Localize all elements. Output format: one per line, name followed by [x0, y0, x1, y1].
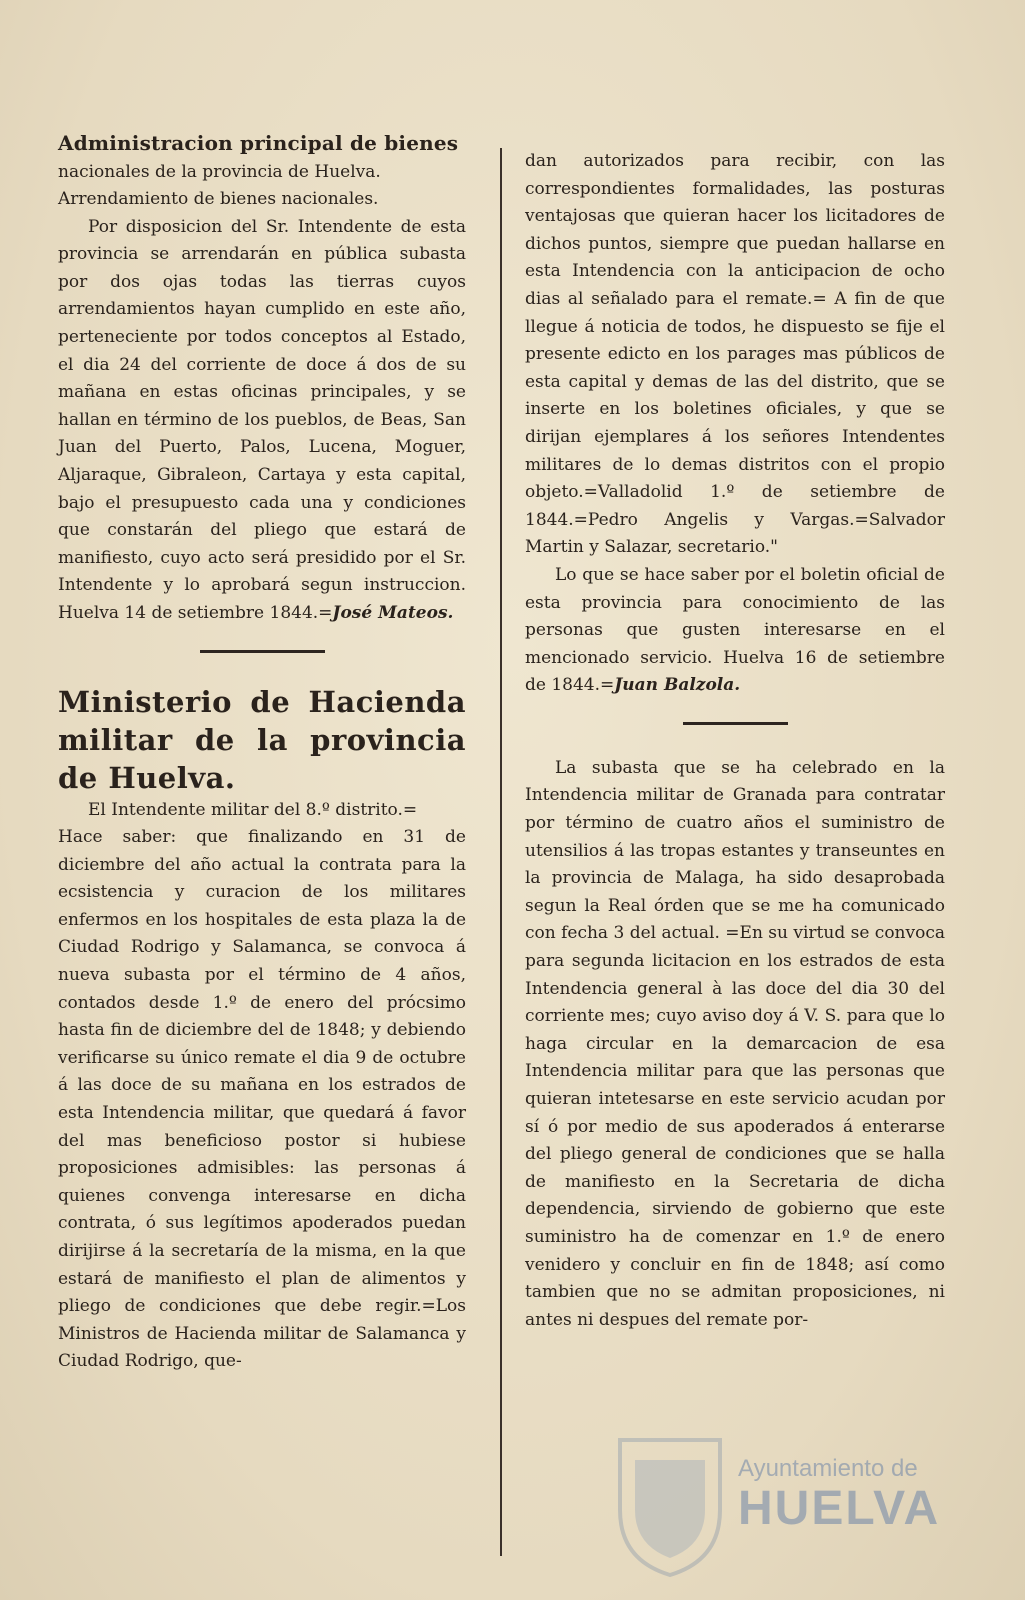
column-rule — [500, 148, 502, 1556]
notice1-body — [58, 214, 466, 628]
right-column — [525, 148, 945, 1334]
notice2-body: Hace saber: que finalizando en 31 de diciembre del año actual la contrata para la ecsistencia y curacion de los militares enfermos en los hospitales de esta plaza la de Ciudad Rodrigo y Salamanca, se convoca á nueva subasta por el término de 4 años, contados desde 1.º de enero del prócsimo hasta fin de diciembre del de 1848; y debiendo verificarse su único remate el dia 9 de octubre á las doce de su mañana en los estrados de esta Intendencia militar, que quedará á favor del mas beneficioso postor si hubiese proposiciones admisibles: las personas á quienes convenga interesarse en dicha contrata, ó sus legítimos apoderados puedan dirijirse á la secretaría de la misma, en la que estará de manifiesto el plan de alimentos y pliego de condiciones que debe regir.=Los Ministros de Hacienda militar de Salamanca y Ciudad Rodrigo, que- — [58, 827, 466, 1372]
continuation-text: dan autorizados para recibir, con las correspondientes formalidades, las posturas ventajosas que quieran hacer los licitadores de dichos puntos, siempre que puedan hallarse en esta Intendencia con la anticipacion de ocho dias al señalado para el remate.= A fin de que llegue á noticia de todos, he dispuesto se fije el presente edicto en los parages mas públicos de esta capital y demas de las del distrito, que se inserte en los boletines oficiales, y que se dirijan ejemplares á los señores Intendentes militares de lo demas distritos con el propio objeto.=Valladolid 1.º de setiembre de 1844.=Pedro Angelis y Vargas.=Salvador Martin y Salazar, secretario." — [525, 151, 945, 558]
section-divider — [200, 650, 325, 653]
left-column — [58, 128, 466, 1376]
closing-text: Lo que se hace saber por el boletin oficial de esta provincia para conocimiento de las personas que gusten interesarse en el mencionado servicio. Huelva 16 de setiembre de 1844.= — [525, 564, 945, 696]
watermark — [738, 1455, 940, 1535]
notice2-intro: El Intendente militar del 8.º distrito.= — [88, 799, 418, 820]
notice1-body-text: Por disposicion del Sr. Intendente de esta provincia se arrendarán en pública subasta por dos ojas todas las tierras cuyos arrendamientos hayan cumplido en este año, perteneciente por todos conceptos al Estado, el dia 24 del corriente de doce á dos de su mañana en estas oficinas principales, y se hallan en término de los pueblos, de Beas, San Juan del Puerto, Palos, Lucena, Moguer, Aljaraque, Gibraleon, Cartaya y esta capital, bajo el presupuesto cada una y condiciones que constarán del pliego que estará de manifiesto, cuyo acto será presidido por el Sr. Intendente y lo aprobará segun instruccion. Huelva 14 de setiembre 1844.= — [58, 216, 466, 623]
watermark-line1: Ayuntamiento de — [738, 1455, 918, 1482]
notice1-heading-cont: nacionales de la provincia de Huelva. — [58, 162, 381, 182]
notice1-title: Arrendamiento de bienes nacionales. — [58, 189, 379, 209]
closing-paragraph — [525, 562, 945, 700]
section-divider-right — [683, 722, 788, 725]
closing-signature: Juan Balzola. — [614, 675, 741, 696]
watermark-line2: HUELVA — [738, 1482, 941, 1535]
notice2-title: Ministerio de Hacienda militar de la provincia de Huelva. — [58, 684, 466, 795]
notice3-body: La subasta que se ha celebrado en la Intendencia militar de Granada para contratar por término de cuatro años el suministro de utensilios á las tropas estantes y transeuntes en la provincia de Malaga, ha sido desaprobada segun la Real órden que se me ha comunicado con fecha 3 del actual. =En su virtud se convoca para segunda licitacion en los estrados de esta Intendencia general à las doce del dia 30 del corriente mes; cuyo aviso doy á V. S. para que lo haga circular en la demarcacion de esa Intendencia militar para que las personas que quieran intetesarse en este servicio acudan por sí ó por medio de sus apoderados á enterarse del pliego general de condiciones que se halla de manifiesto en la Secretaria de dicha dependencia, sirviendo de gobierno que este suministro ha de comenzar en 1.º de enero venidero y concluir en fin de 1848; así como tambien que no se admitan proposiciones, ni antes ni despues del remate por- — [525, 757, 945, 1330]
notice1-signature: José Mateos. — [332, 602, 454, 623]
notice1-heading: Administracion principal de bienes — [58, 131, 459, 155]
